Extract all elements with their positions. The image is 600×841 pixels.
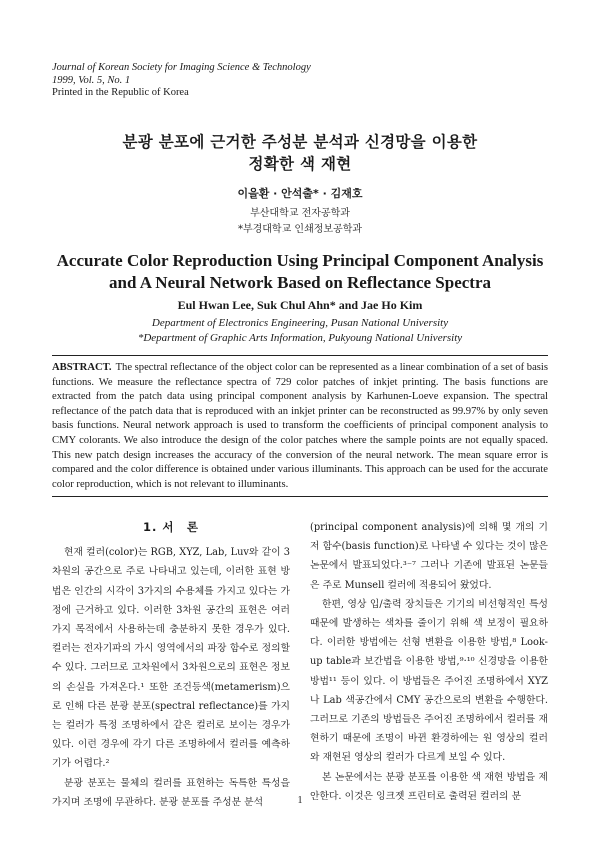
- korean-affiliation-1: 부산대학교 전자공학과: [250, 208, 350, 219]
- korean-title-line1: 분광 분포에 근거한 주성분 분석과 신경망을 이용한: [122, 133, 478, 151]
- english-affiliation-1: Department of Electronics Engineering, Pusan National University: [151, 317, 449, 329]
- journal-name: Journal of Korean Society for Imaging Science & Technology: [52, 62, 311, 73]
- section-heading: 1. 서 론: [142, 520, 200, 534]
- left-column: [52, 518, 290, 812]
- english-affiliation-2: *Department of Graphic Arts Information, Pukyoung National University: [137, 332, 463, 344]
- korean-authors: 이을환 · 안석출* · 김재호: [237, 187, 363, 200]
- abstract-label: ABSTRACT.: [52, 362, 112, 373]
- abstract-top-rule: [52, 355, 548, 356]
- korean-title-line2: 정확한 색 재현: [248, 155, 352, 173]
- journal-printed: Printed in the Republic of Korea: [52, 87, 189, 98]
- page-number: 1: [297, 795, 303, 806]
- journal-header: [52, 62, 311, 100]
- korean-affiliation-2: *부경대학교 인쇄정보공학과: [237, 224, 363, 235]
- korean-title: [0, 131, 600, 175]
- paragraph: 현재 컬러(color)는 RGB, XYZ, Lab, Luv와 같이 3차원의 공간으로 주로 나타내고 있는데, 이러한 표현 방법은 인간의 시각이 3가지의 수용체를 가지고 있다는 가정에 근거하고 있다. 이러한 3차원 공간의 표현은 여러 가지 목적에서 사용하는데 충분하지 못한 경우가 있다. 컬러는 전자기파의 가시 영역에서의 파장 함수로 정의할 수 있다. 그러므로 고차원에서 3차원으로의 표현은 정보의 손실을 가져온다.¹ 또한 조건등색(metamerism)으로 인해 다른 분광 분포(spectral reflectance)를 가지는 컬러가 특정 조명하에서 같은 컬러로 보이는 경우가 있다. 이런 경우에 각기 다른 조명하에서 컬러를 예측하기가 어렵다.²: [52, 547, 290, 770]
- paragraph: 본 논문에서는 분광 분포를 이용한 색 재현 방법을 제안한다. 이것은 잉크젯 프린터로 출력된 컬러의 분: [310, 771, 548, 802]
- journal-volume: 1999, Vol. 5, No. 1: [52, 74, 131, 86]
- english-authors: Eul Hwan Lee, Suk Chul Ahn* and Jae Ho Kim: [177, 298, 423, 312]
- abstract-bottom-rule: [52, 496, 548, 497]
- paragraph: (principal component analysis)에 의해 몇 개의 기저 함수(basis function)로 나타낼 수 있다는 것이 많은 논문에서 발표되었다.³⁻⁷ 그러나 기존에 발표된 논문들은 주로 Munsell 컬러에 적용되어 왔었다.: [310, 522, 548, 591]
- paragraph: 분광 분포는 물체의 컬러를 표현하는 독특한 특성을 가지며 조명에 무관하다. 분광 분포를 주성분 분석: [52, 777, 290, 808]
- abstract-text: The spectral reflectance of the object color can be represented as a linear combination of a set of basis functions. We measure the reflectance spectra of 729 color patches of inkjet printing. The basis functions are extracted from the patch data using principal component analysis by Karhunen-Loeve expansion. The spectral reflectance of the patch data that is reproduced with an inkjet printer can be reconstructed as 99.97% by only seven basis functions. Neural network approach is used to transform the coefficients of principal component analysis to CMY colorants. We also introduce the design of the color patches where the sample points are not equally spaced. This new patch design increases the accuracy of the conversion of the neural network. The mean square error is compared and the color difference is obtained under various illuminants. This approach can be used for the accurate color reproduction, which is not relevant to illuminants.: [52, 362, 548, 490]
- paragraph: 한편, 영상 입/출력 장치들은 기기의 비선형적인 특성 때문에 발생하는 색차를 줄이기 위해 색 보정이 필요하다. 이러한 방법에는 선형 변환을 이용한 방법,⁸ Look-up table과 보간법을 이용한 방법,⁹·¹⁰ 신경망을 이용한 방법¹¹ 등이 있다. 이 방법들은 주어진 조명하에서 XYZ나 Lab 색공간에서 CMY 공간으로의 변환을 수행한다. 그러므로 기존의 방법들은 주어진 조명하에서 컬러를 재현하기 때문에 조명이 바뀐 환경하에는 원 영상의 컬러와 재현된 영상의 컬러가 다르게 보일 수 있다.: [310, 598, 548, 764]
- english-title: [0, 250, 600, 294]
- english-title-line1: Accurate Color Reproduction Using Principal Component Analysis: [56, 251, 544, 270]
- abstract: [52, 361, 548, 492]
- right-column: [310, 518, 548, 806]
- english-title-line2: and A Neural Network Based on Reflectance Spectra: [109, 273, 491, 292]
